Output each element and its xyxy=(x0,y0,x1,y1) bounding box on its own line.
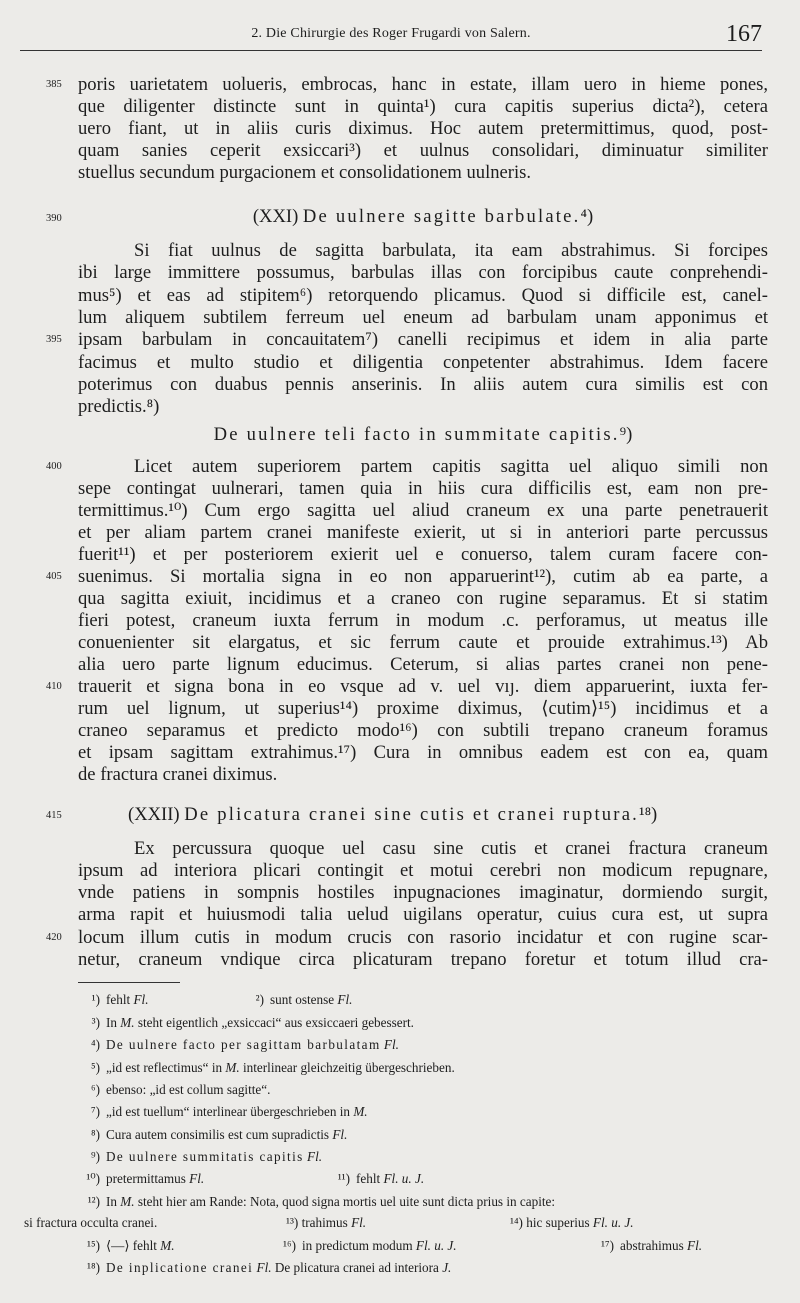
text-line: Si fiat uulnus de sagitta barbulata, ita eam abstrahimus. Si forcipes xyxy=(134,240,768,261)
text-line: locum illum cutis in modum crucis con rasorio incidatur et con rugine scar- xyxy=(78,927,768,948)
text-line: stuellus secundum purgacionem et consolidationem uulneris. xyxy=(78,162,532,183)
text-line: uero fiant, ut in aliis curis diximus. Hoc autem pretermittimus, quod, post- xyxy=(78,118,768,139)
footnote-rule xyxy=(78,982,180,983)
page-header xyxy=(20,20,762,51)
footnote: ⁵) „id est reflectimus“ in M. interlinear gleichzeitig übergeschrieben. xyxy=(91,1060,455,1075)
line-number: 420 xyxy=(46,932,62,943)
text-line: arma rapit et huiusmodi talia uelud uigilans operatur, cuius cura est, ut supra xyxy=(78,904,768,925)
line-number: 405 xyxy=(46,571,62,582)
line-number: 415 xyxy=(46,810,62,821)
text-line: facimus et multo studio et diligentia conpetenter abstrahimus. Idem facere xyxy=(78,352,768,373)
text-line: predictis.⁸) xyxy=(78,396,160,417)
section-number: (XXI) xyxy=(252,206,299,227)
footnote: ⁷) „id est tuellum“ interlinear übergeschrieben in M. xyxy=(91,1104,368,1119)
text-line: fuerit¹¹) et per posteriorem exierit uel e conuerso, talem curam facere con- xyxy=(78,544,768,565)
text-line: conuenienter sit elargatus, et sic ferrum caute et prouide extrahimus.¹³) Ab xyxy=(78,632,768,653)
footnote: ¹²) In M. steht hier am Rande: Nota, quod signa mortis uel uite sunt dicta prius in capite: xyxy=(87,1194,556,1209)
text-line: qua sagitta exiuit, incidimus et a craneo con rugine separamus. Et si statim xyxy=(78,588,768,609)
text-line: lum aliquem subtilem ferreum uel eneum ad barbulam unam apponimus et xyxy=(78,307,768,328)
text-line: poterimus con duabus pennis anserinis. In aliis autem cura similis est con xyxy=(78,374,768,395)
section-title: De uulnere teli facto in summitate capitis. xyxy=(213,424,620,445)
footnote: ¹⁵) ⟨—⟩ fehlt M. ¹⁶) in predictum modum Fl. u. J. ¹⁷) abstrahimus Fl. xyxy=(87,1238,703,1253)
text-line: que diligenter distincte sunt in quinta¹) cura capitis superius dicta²), cetera xyxy=(78,96,768,117)
footnote-ref: ¹⁸) xyxy=(639,804,658,825)
line-number: 400 xyxy=(46,461,62,472)
text-line: craneo separamus et predicto modo¹⁶) con subtili trepano craneum foramus xyxy=(78,720,768,741)
text-line: et per aliam partem cranei manifeste exierit, ut si in anteriori parte percussus xyxy=(78,522,768,543)
text-line: suenimus. Si mortalia signa in eo non apparuerint¹²), cutim ab ea parte, a xyxy=(78,566,768,587)
text-line: ibi large immittere possumus, barbulas illas con forcipibus caute conprehendi- xyxy=(78,262,768,283)
text-line: fieri potest, craneum iuxta ferrum in modum .c. perforamus, ut meatus ille xyxy=(78,610,768,631)
text-line: alia uero parte lignum educimus. Ceterum, si alias partes cranei non pene- xyxy=(78,654,768,675)
line-number: 395 xyxy=(46,334,62,345)
footnote: ⁸) Cura autem consimilis est cum supradictis Fl. xyxy=(91,1127,348,1142)
text-line: et ipsam sagittam extrahimus.¹⁷) Cura in omnibus eadem est con ea, quam xyxy=(78,742,768,763)
footnote-ref: ⁴) xyxy=(580,206,594,227)
page-number: 167 xyxy=(726,21,762,47)
footnote: ¹) fehlt Fl. ²) sunt ostense Fl. xyxy=(91,992,353,1007)
line-number: 410 xyxy=(46,681,62,692)
footnote-continued: si fractura occulta cranei. ¹³) trahimus Fl. ¹⁴) hic superius Fl. u. J. xyxy=(24,1215,634,1230)
footnote: ⁹) De uulnere summitatis capitis Fl. xyxy=(91,1149,323,1164)
footnote-ref: ⁹) xyxy=(619,424,633,445)
text-line: ipsum ad interiora plicari contingit et motui cerebri non modicum repugnare, xyxy=(78,860,768,881)
line-number: 390 xyxy=(46,213,62,224)
section-title: De plicatura cranei sine cutis et cranei ruptura. xyxy=(184,804,639,825)
text-line: termittimus.¹⁰) Cum ergo sagitta uel aliud craneum ex una parte penetrauerit xyxy=(78,500,768,521)
text-line: vnde patiens in sompnis hostiles inpugnaciones imaginatur, dormiendo surgit, xyxy=(78,882,768,903)
text-line: sepe contingat uulnerari, tamen quia in hiis cura difficilis est, eam non pre- xyxy=(78,478,768,499)
text-line: ipsam barbulam in concauitatem⁷) canelli recipimus et idem in alia parte xyxy=(78,329,768,350)
line-number: 385 xyxy=(46,79,62,90)
text-line: Ex percussura quoque uel casu sine cutis et cranei fractura craneum xyxy=(134,838,768,859)
text-line: quam sanies ceperit exsiccari³) et uulnus consolidari, diminuatur similiter xyxy=(78,140,768,161)
text-line: poris uarietatem uolueris, embrocas, hanc in estate, illam uero in hieme pones, xyxy=(78,74,768,95)
footnote: ¹⁰) pretermittamus Fl. ¹¹) fehlt Fl. u. J. xyxy=(86,1171,425,1186)
text-line: trauerit et signa bona in eo vsque ad v. uel vıȷ. diem apparuerint, iuxta fer- xyxy=(78,676,768,697)
section-number: (XXII) xyxy=(128,804,180,825)
text-line: rum uel lignum, ut superius¹⁴) proxime diximus, ⟨cutim⟩¹⁵) incidimus et a xyxy=(78,698,768,719)
text-line: netur, craneum vndique circa plicaturam trepano foretur et totum illud cra- xyxy=(78,949,768,970)
text-line: Licet autem superiorem partem capitis sagitta uel aliquo simili non xyxy=(134,456,768,477)
footnote: ⁶) ebenso: „id est collum sagitte“. xyxy=(91,1082,271,1097)
footnote: ³) In M. steht eigentlich „exsiccaci“ aus exsiccaeri gebessert. xyxy=(91,1015,414,1030)
section-heading xyxy=(128,802,800,828)
text-line: mus⁵) et eas ad stipitem⁶) retorquendo plicamus. Quod si difficile est, canel- xyxy=(78,285,768,306)
running-title: 2. Die Chirurgie des Roger Frugardi von Salern. xyxy=(251,26,531,41)
text-line: de fractura cranei diximus. xyxy=(78,764,278,785)
section-heading xyxy=(78,422,768,448)
footnote: ¹⁸) De inplicatione cranei Fl. De plicatura cranei ad interiora J. xyxy=(87,1260,452,1275)
section-heading xyxy=(78,204,768,230)
footnote: ⁴) De uulnere facto per sagittam barbulatam Fl. xyxy=(91,1037,399,1052)
section-title: De uulnere sagitte barbulate. xyxy=(302,206,581,227)
